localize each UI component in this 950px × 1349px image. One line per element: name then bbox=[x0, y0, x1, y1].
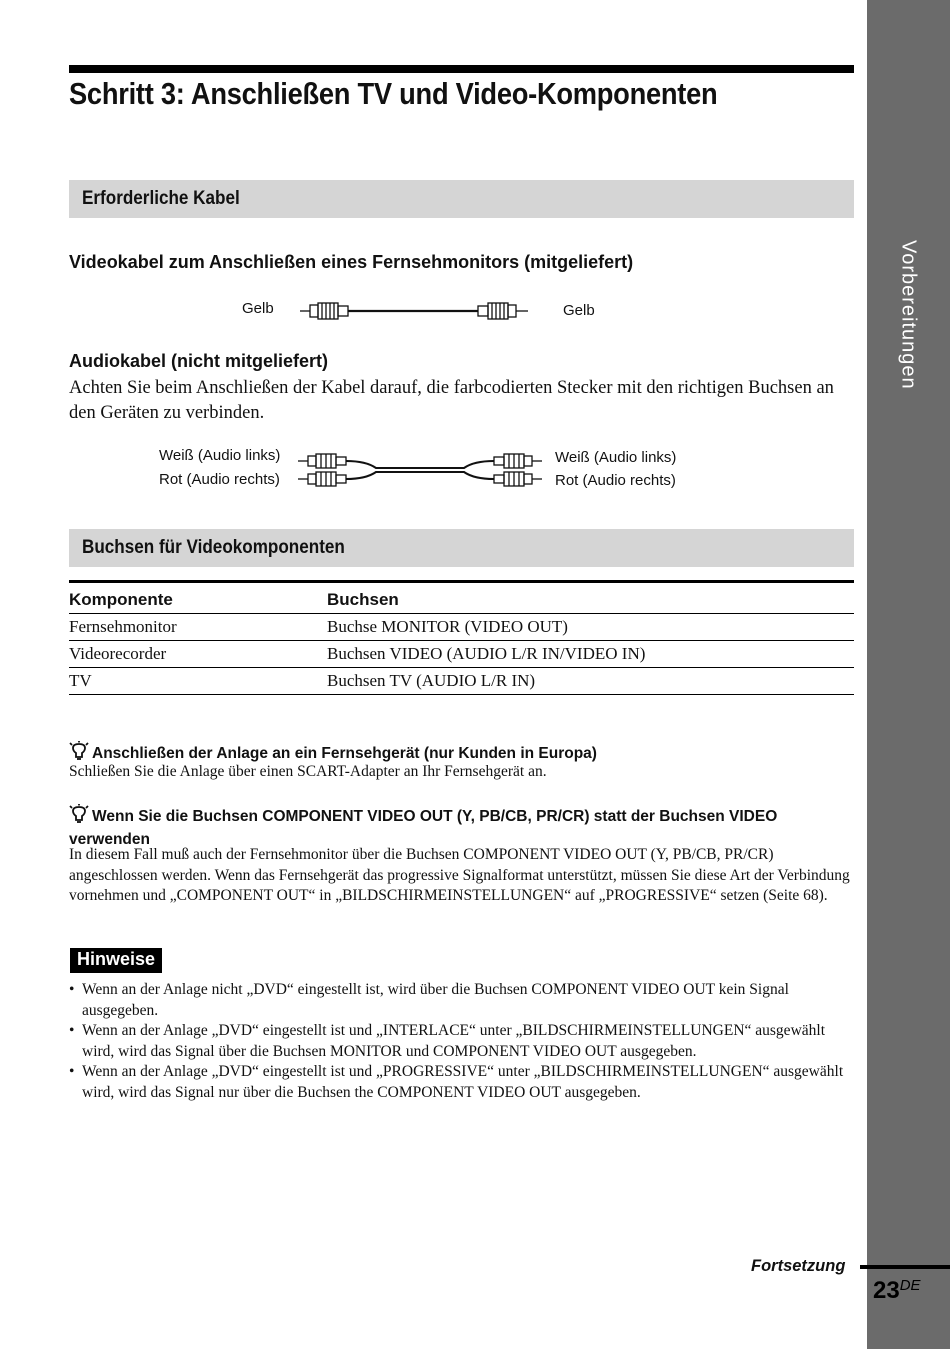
video-cable-icon bbox=[298, 298, 546, 324]
side-tab-label: Vorbereitungen bbox=[897, 240, 920, 390]
section-heading-cables: Erforderliche Kabel bbox=[82, 188, 240, 209]
tip-text-component: In diesem Fall muß auch der Fernsehmonitor über die Buchsen COMPONENT VIDEO OUT (Y, PB/CB, PR/CR) angeschlossen werden. Wenn das Fernsehgerät das progressive Signalformat unterstützt, müssen Sie diese Art der Verbindung vornehmen und „COMPONENT OUT“ in „BILDSCHIRMEINSTELLUNGEN“ auf „PROGRESSIVE“ setzen (Seite 68). bbox=[69, 846, 850, 904]
notes-list bbox=[69, 980, 854, 1103]
table-cell-component: Videorecorder bbox=[69, 641, 327, 668]
video-cable-right-label: Gelb bbox=[563, 302, 595, 319]
table-cell-jacks: Buchsen TV (AUDIO L/R IN) bbox=[327, 668, 854, 695]
section-bar-cables bbox=[69, 180, 854, 218]
list-item: • Wenn an der Anlage „DVD“ eingestellt ist und „PROGRESSIVE“ unter „BILDSCHIRMEINSTELLUNGEN“ ausgewählt wird, wird das Signal nur über die Buchsen the COMPONENT VIDEO OUT ausgegeben. bbox=[69, 1062, 854, 1103]
page-number-value: 23 bbox=[873, 1277, 900, 1304]
section-bar-jacks bbox=[69, 529, 854, 567]
table-row bbox=[69, 641, 854, 668]
audio-cable-text: Achten Sie beim Anschließen der Kabel darauf, die farbcodierten Stecker mit den richtigen Buchsen an den Geräten zu verbinden. bbox=[69, 378, 834, 423]
table-cell-jacks: Buchsen VIDEO (AUDIO L/R IN/VIDEO IN) bbox=[327, 641, 854, 668]
tip-heading-component-text: Wenn Sie die Buchsen COMPONENT VIDEO OUT (Y, PB/CB, PR/CR) statt der Buchsen VIDEO verwenden bbox=[69, 808, 778, 848]
list-item: • Wenn an der Anlage „DVD“ eingestellt ist und „INTERLACE“ unter „BILDSCHIRMEINSTELLUNGEN“ ausgewählt wird, wird das Signal über die Buchsen MONITOR und COMPONENT VIDEO OUT ausgegeben. bbox=[69, 1021, 854, 1062]
table-header-row bbox=[69, 587, 854, 614]
audio-right-top-label: Weiß (Audio links) bbox=[555, 449, 677, 466]
page-title: Schritt 3: Anschließen TV und Video-Komponenten bbox=[69, 76, 718, 111]
side-tab bbox=[867, 0, 950, 1349]
tip-heading-component bbox=[69, 804, 839, 850]
audio-left-bottom-label: Rot (Audio rechts) bbox=[159, 471, 280, 488]
column-header-jacks: Buchsen bbox=[327, 587, 854, 614]
table-top-rule bbox=[69, 580, 854, 583]
table-row bbox=[69, 668, 854, 695]
title-rule bbox=[69, 65, 854, 73]
table-cell-component: Fernsehmonitor bbox=[69, 614, 327, 641]
table-cell-jacks: Buchse MONITOR (VIDEO OUT) bbox=[327, 614, 854, 641]
audio-cable-heading: Audiokabel (nicht mitgeliefert) bbox=[69, 351, 329, 371]
audio-right-bottom-label: Rot (Audio rechts) bbox=[555, 472, 676, 489]
continue-rule bbox=[860, 1265, 950, 1269]
list-item: • Wenn an der Anlage nicht „DVD“ eingestellt ist, wird über die Buchsen COMPONENT VIDEO OUT kein Signal ausgegeben. bbox=[69, 980, 854, 1021]
continue-label: Fortsetzung bbox=[751, 1257, 846, 1275]
page-number-suffix: DE bbox=[899, 1277, 921, 1294]
video-cable-heading: Videokabel zum Anschließen eines Fernsehmonitors (mitgeliefert) bbox=[69, 252, 634, 272]
audio-cable-icon bbox=[296, 448, 546, 492]
table-cell-component: TV bbox=[69, 668, 327, 695]
section-heading-jacks: Buchsen für Videokomponenten bbox=[82, 537, 345, 558]
audio-left-top-label: Weiß (Audio links) bbox=[159, 447, 281, 464]
page-number bbox=[873, 1277, 921, 1305]
tip-bulb-icon bbox=[69, 804, 89, 830]
column-header-component: Komponente bbox=[69, 587, 327, 614]
video-cable-left-label: Gelb bbox=[242, 300, 274, 317]
table-row bbox=[69, 614, 854, 641]
tip-heading-scart-text: Anschließen der Anlage an ein Fernsehgerät (nur Kunden in Europa) bbox=[92, 745, 597, 762]
tip-text-scart: Schließen Sie die Anlage über einen SCART-Adapter an Ihr Fernsehgerät an. bbox=[69, 763, 547, 780]
notes-heading: Hinweise bbox=[70, 948, 162, 973]
jacks-table bbox=[69, 587, 854, 695]
